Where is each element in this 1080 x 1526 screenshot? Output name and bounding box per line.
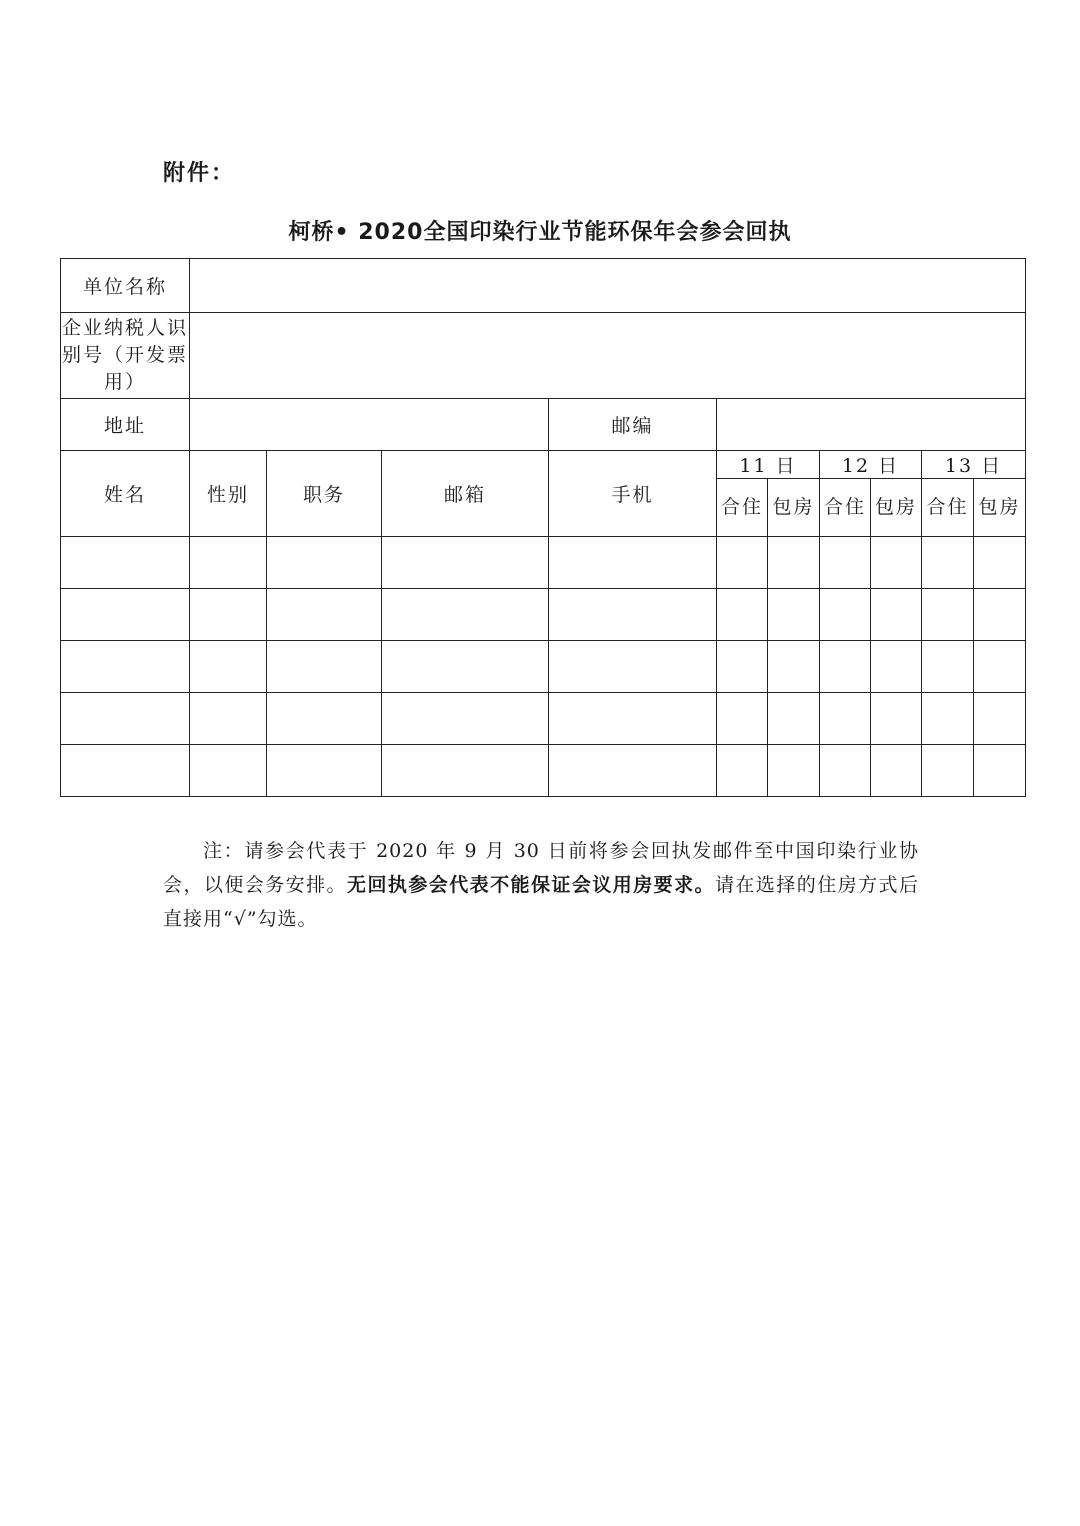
day-12-shared-cell[interactable]: [820, 641, 871, 693]
day-13-private-cell[interactable]: [974, 745, 1026, 797]
unit-name-label: 单位名称: [61, 259, 190, 313]
day-12-private-cell[interactable]: [871, 693, 922, 745]
attendee-name-cell[interactable]: [61, 641, 190, 693]
day-13-shared-cell[interactable]: [922, 693, 974, 745]
attendee-email-cell[interactable]: [382, 537, 549, 589]
document-title: 柯桥• 2020全国印染行业节能环保年会参会回执: [288, 220, 792, 245]
postcode-label: 邮编: [549, 399, 717, 451]
attachment-label: 附件：: [163, 161, 236, 186]
attendee-email-cell[interactable]: [382, 693, 549, 745]
day-12-private-cell[interactable]: [871, 745, 922, 797]
attendee-row: [61, 589, 1026, 641]
attendee-name-cell[interactable]: [61, 745, 190, 797]
attendee-row: [61, 745, 1026, 797]
attendee-gender-cell[interactable]: [190, 693, 267, 745]
day-13-private-cell[interactable]: [974, 641, 1026, 693]
day-13-shared-cell[interactable]: [922, 589, 974, 641]
day-13-shared-cell[interactable]: [922, 641, 974, 693]
attendee-mobile-cell[interactable]: [549, 745, 717, 797]
note-text: 注：请参会代表于 2020 年 9 月 30 日前将参会回执发邮件至中国印染行业协会，以便会务安排。: [163, 840, 919, 896]
attendee-position-cell[interactable]: [267, 693, 382, 745]
day-12-shared-room-header: 合住: [820, 479, 871, 537]
attendee-row: [61, 641, 1026, 693]
note-instruction: 请在选择的住房方式后直接用“√”勾选。: [163, 874, 919, 930]
day-13-private-cell[interactable]: [974, 537, 1026, 589]
day-11-private-room-header: 包房: [768, 479, 820, 537]
day-12-shared-cell[interactable]: [820, 589, 871, 641]
day-11-shared-room-header: 合住: [717, 479, 768, 537]
day-12-header: 12 日: [820, 451, 922, 479]
day-12-shared-cell[interactable]: [820, 745, 871, 797]
attendee-mobile-cell[interactable]: [549, 693, 717, 745]
unit-name-field[interactable]: [190, 259, 1026, 313]
attendee-gender-cell[interactable]: [190, 537, 267, 589]
address-field[interactable]: [190, 399, 549, 451]
attendee-position-cell[interactable]: [267, 537, 382, 589]
attendee-gender-cell[interactable]: [190, 589, 267, 641]
day-11-shared-cell[interactable]: [717, 693, 768, 745]
postcode-field[interactable]: [717, 399, 1026, 451]
day-13-header: 13 日: [922, 451, 1026, 479]
attendee-position-cell[interactable]: [267, 641, 382, 693]
note-paragraph: [163, 834, 919, 936]
day-13-shared-room-header: 合住: [922, 479, 974, 537]
day-12-shared-cell[interactable]: [820, 537, 871, 589]
day-12-private-cell[interactable]: [871, 589, 922, 641]
address-row: [61, 399, 1026, 451]
day-11-private-cell[interactable]: [768, 589, 820, 641]
day-11-private-cell[interactable]: [768, 537, 820, 589]
attendee-position-cell[interactable]: [267, 589, 382, 641]
day-13-shared-cell[interactable]: [922, 745, 974, 797]
address-label: 地址: [61, 399, 190, 451]
attendee-name-cell[interactable]: [61, 537, 190, 589]
attendee-email-cell[interactable]: [382, 641, 549, 693]
attendee-mobile-cell[interactable]: [549, 537, 717, 589]
registration-form-table: [60, 258, 1026, 797]
mobile-header: 手机: [549, 451, 717, 537]
unit-name-row: [61, 259, 1026, 313]
attendee-gender-cell[interactable]: [190, 745, 267, 797]
email-header: 邮箱: [382, 451, 549, 537]
day-12-private-cell[interactable]: [871, 537, 922, 589]
day-13-private-room-header: 包房: [974, 479, 1026, 537]
day-12-private-room-header: 包房: [871, 479, 922, 537]
attendee-position-cell[interactable]: [267, 745, 382, 797]
taxpayer-id-row: [61, 313, 1026, 399]
day-11-shared-cell[interactable]: [717, 641, 768, 693]
attendee-name-cell[interactable]: [61, 693, 190, 745]
attendee-name-cell[interactable]: [61, 589, 190, 641]
day-12-private-cell[interactable]: [871, 641, 922, 693]
attendee-mobile-cell[interactable]: [549, 641, 717, 693]
attendee-row: [61, 693, 1026, 745]
taxpayer-id-label: 企业纳税人识别号（开发票用）: [61, 313, 190, 399]
day-11-shared-cell[interactable]: [717, 589, 768, 641]
day-11-private-cell[interactable]: [768, 745, 820, 797]
day-11-private-cell[interactable]: [768, 641, 820, 693]
day-12-shared-cell[interactable]: [820, 693, 871, 745]
note-bold-warning: 无回执参会代表不能保证会议用房要求。: [347, 874, 715, 896]
day-11-shared-cell[interactable]: [717, 745, 768, 797]
name-header: 姓名: [61, 451, 190, 537]
attendee-mobile-cell[interactable]: [549, 589, 717, 641]
taxpayer-id-field[interactable]: [190, 313, 1026, 399]
attendee-email-cell[interactable]: [382, 589, 549, 641]
gender-header: 性别: [190, 451, 267, 537]
attendee-gender-cell[interactable]: [190, 641, 267, 693]
position-header: 职务: [267, 451, 382, 537]
day-13-shared-cell[interactable]: [922, 537, 974, 589]
day-11-header: 11 日: [717, 451, 820, 479]
day-11-shared-cell[interactable]: [717, 537, 768, 589]
header-row-1: [61, 451, 1026, 479]
attendee-email-cell[interactable]: [382, 745, 549, 797]
attendee-row: [61, 537, 1026, 589]
day-11-private-cell[interactable]: [768, 693, 820, 745]
day-13-private-cell[interactable]: [974, 589, 1026, 641]
day-13-private-cell[interactable]: [974, 693, 1026, 745]
